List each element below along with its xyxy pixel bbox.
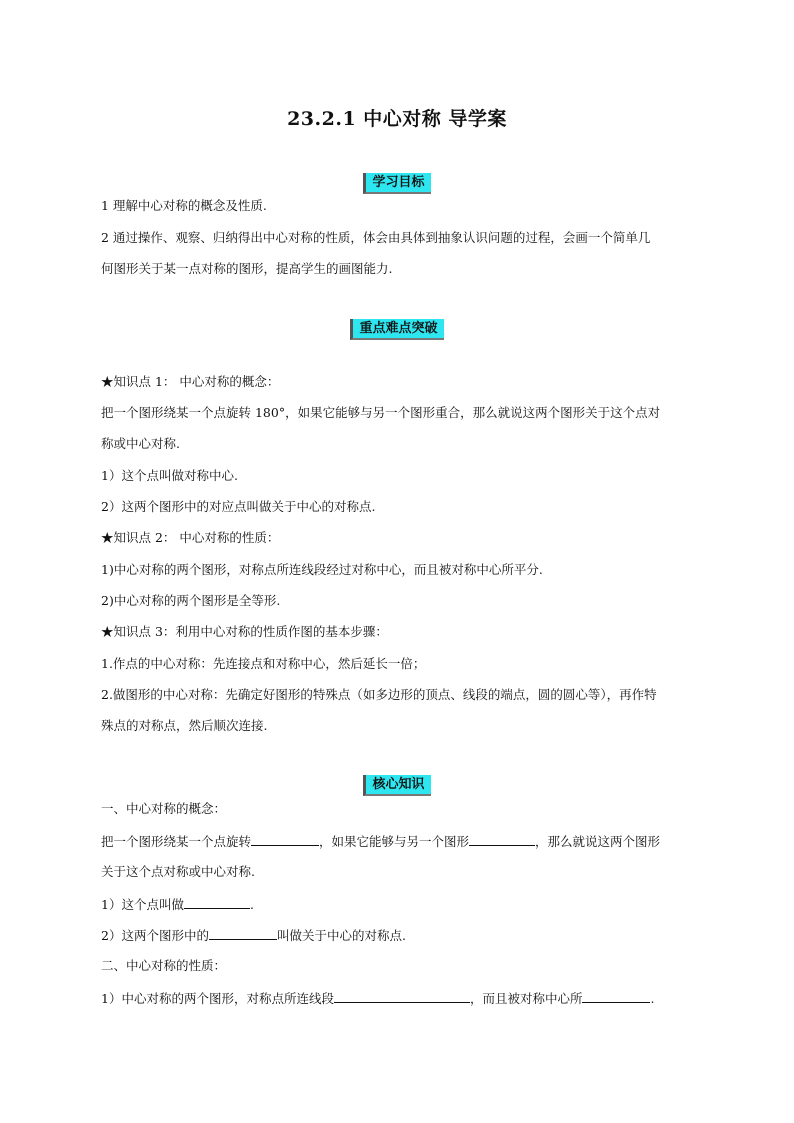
blank-rotation-angle[interactable] xyxy=(251,832,319,846)
keypoint-1-line-2: 称或中心对称. xyxy=(101,436,180,451)
keypoint-2-item-2: 2)中心对称的两个图形是全等形. xyxy=(101,593,281,608)
core-1-text-b: ，如果它能够与另一个图形 xyxy=(319,834,470,849)
keypoint-1-title: ★知识点 1： 中心对称的概念： xyxy=(101,374,280,389)
core-1-line-1 xyxy=(101,832,721,850)
blank-bisected[interactable] xyxy=(582,989,650,1003)
keypoint-1-item-2: 2）这两个图形中的对应点叫做关于中心的对称点. xyxy=(101,499,376,514)
core-1-item-1-text: 1）这个点叫做 xyxy=(101,897,184,912)
keypoint-2-title: ★知识点 2： 中心对称的性质： xyxy=(101,530,280,545)
section-label-keypoints: 重点难点突破 xyxy=(350,319,443,340)
keypoint-1-line-1: 把一个图形绕某一个点旋转 180°，如果它能够与另一个图形重合，那么就说这两个图形关于这个点对 xyxy=(101,405,661,420)
keypoint-1-item-1: 1）这个点叫做对称中心. xyxy=(101,468,238,483)
core-1-item-2 xyxy=(101,926,721,944)
section-heading-core xyxy=(0,773,794,796)
blank-coincide[interactable] xyxy=(469,832,535,846)
core-1-item-2-text-b: 叫做关于中心的对称点. xyxy=(276,928,406,943)
core-2-item-1 xyxy=(101,989,721,1007)
core-1-item-2-text-a: 2）这两个图形中的 xyxy=(101,928,209,943)
core-2-title: 二、中心对称的性质： xyxy=(101,958,227,973)
keypoint-2-item-1: 1)中心对称的两个图形，对称点所连线段经过对称中心，而且被对称中心所平分. xyxy=(101,562,543,577)
core-2-item-1-text-b: ，而且被对称中心所 xyxy=(469,991,583,1006)
blank-center-name[interactable] xyxy=(184,895,250,909)
core-2-item-1-end: . xyxy=(650,991,655,1006)
core-2-item-1-text-a: 1）中心对称的两个图形，对称点所连线段 xyxy=(101,991,334,1006)
core-1-title: 一、中心对称的概念： xyxy=(101,801,227,816)
keypoint-3-title: ★知识点 3：利用中心对称的性质作图的基本步骤： xyxy=(101,624,388,639)
keypoint-3-item-2-line-2: 殊点的对称点，然后顺次连接. xyxy=(101,718,268,733)
blank-segment-property[interactable] xyxy=(334,989,470,1003)
goal-2-line-1: 2 通过操作、观察、归纳得出中心对称的性质，体会由具体到抽象认识问题的过程，会画一个简单几 xyxy=(101,230,651,245)
section-heading-goals xyxy=(0,171,794,194)
core-1-item-1-end: . xyxy=(249,897,254,912)
page-title: 23.2.1 中心对称 导学案 xyxy=(287,108,507,130)
blank-corresponding-points[interactable] xyxy=(209,926,277,940)
core-1-text-c: ，那么就说这两个图形 xyxy=(535,834,661,849)
goal-2-line-2: 何图形关于某一点对称的图形，提高学生的画图能力. xyxy=(101,261,393,276)
section-label-core: 核心知识 xyxy=(363,775,430,796)
core-1-line-2: 关于这个点对称或中心对称. xyxy=(101,864,255,879)
core-1-text-a: 把一个图形绕某一个点旋转 xyxy=(101,834,252,849)
keypoint-3-item-2-line-1: 2.做图形的中心对称：先确定好图形的特殊点（如多边形的顶点、线段的端点，圆的圆心等），再作特 xyxy=(101,687,657,702)
keypoint-3-item-1: 1.作点的中心对称：先连接点和对称中心，然后延长一倍； xyxy=(101,656,426,671)
section-label-goals: 学习目标 xyxy=(363,173,430,194)
section-heading-keypoints xyxy=(0,317,794,340)
goal-1: 1 理解中心对称的概念及性质. xyxy=(101,198,267,213)
core-1-item-1 xyxy=(101,895,721,913)
